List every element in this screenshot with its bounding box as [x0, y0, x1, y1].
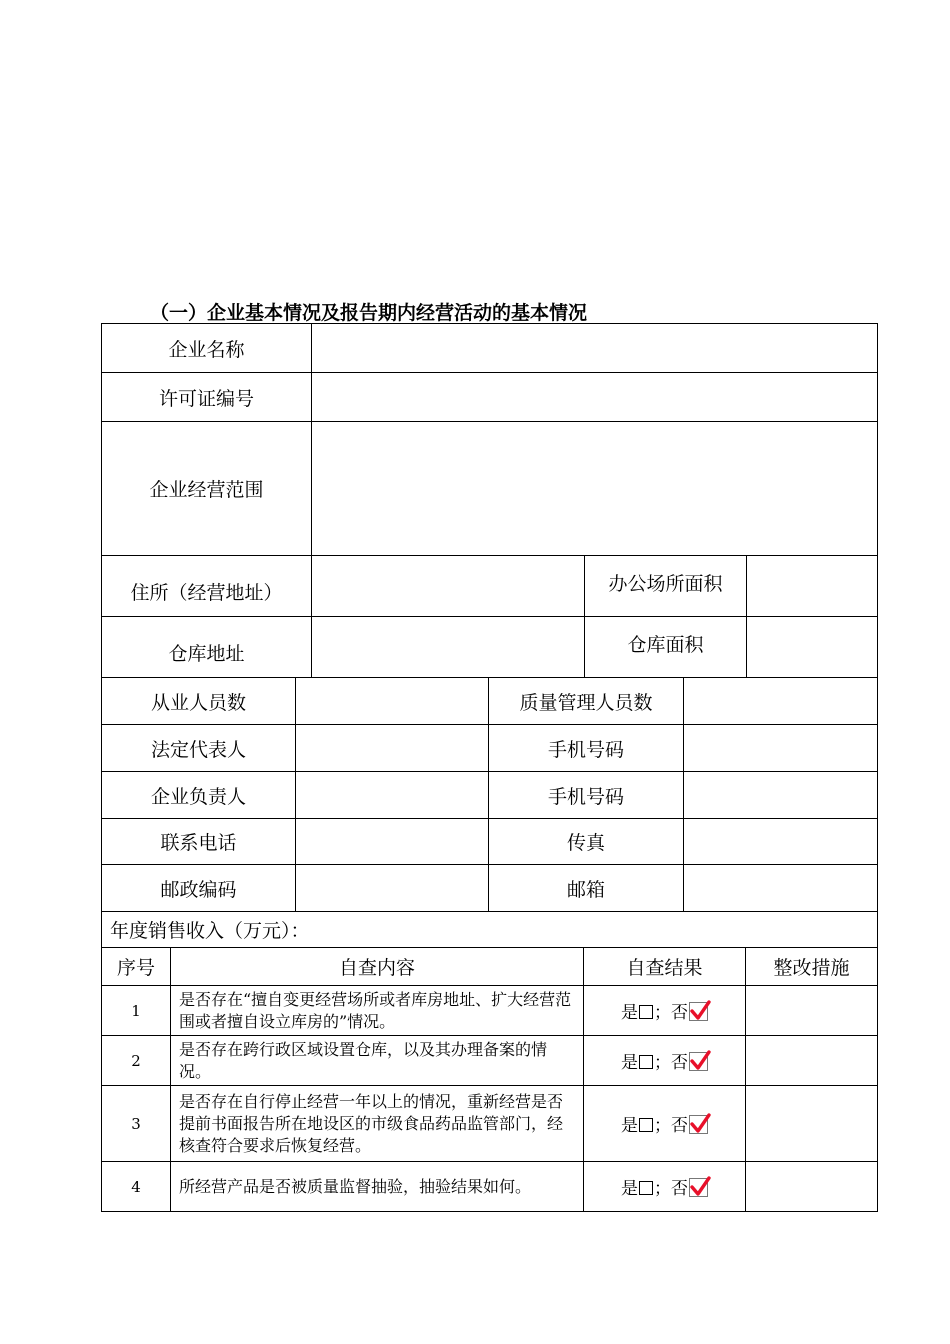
company-name-label: 企业名称: [102, 324, 312, 373]
no-label: ；否: [654, 1053, 688, 1073]
postcode-field[interactable]: [296, 865, 489, 912]
header-no: 序号: [102, 948, 171, 986]
warehouse-area-label: 仓库面积: [585, 617, 747, 678]
basic-info-table: [101, 323, 878, 678]
legal-rep-field[interactable]: [296, 725, 489, 772]
header-measures: 整改措施: [746, 948, 878, 986]
phone-field[interactable]: [296, 819, 489, 865]
manager-field[interactable]: [296, 772, 489, 819]
qa-staff-label: 质量管理人员数: [489, 678, 684, 725]
employees-label: 从业人员数: [102, 678, 296, 725]
row-number: 3: [102, 1086, 171, 1162]
yes-checkbox[interactable]: [639, 1055, 653, 1069]
table-row: [102, 1162, 878, 1212]
address-field[interactable]: [312, 556, 585, 617]
row-measures[interactable]: [746, 1162, 878, 1212]
office-area-label: 办公场所面积: [585, 556, 747, 617]
scope-label: 企业经营范围: [102, 422, 312, 556]
row-number: 4: [102, 1162, 171, 1212]
postcode-label: 邮政编码: [102, 865, 296, 912]
warehouse-area-field[interactable]: [747, 617, 878, 678]
no-label: ；否: [654, 1003, 688, 1023]
section-heading: （一）企业基本情况及报告期内经营活动的基本情况: [150, 302, 588, 324]
email-field[interactable]: [684, 865, 878, 912]
row-result: [584, 1036, 746, 1086]
no-label: ；否: [654, 1179, 688, 1199]
row-number: 1: [102, 986, 171, 1036]
table-row: [102, 1086, 878, 1162]
row-content: 是否存在“擅自变更经营场所或者库房地址、扩大经营范围或者擅自设立库房的”情况。: [171, 986, 584, 1036]
checkmark-icon: [689, 1176, 711, 1198]
yes-label: 是: [621, 1179, 638, 1199]
warehouse-address-label: 仓库地址: [102, 617, 312, 678]
row-result: [584, 1162, 746, 1212]
warehouse-address-field[interactable]: [312, 617, 585, 678]
checkmark-icon: [689, 1000, 711, 1022]
fax-label: 传真: [489, 819, 684, 865]
row-content: 是否存在自行停止经营一年以上的情况，重新经营是否提前书面报告所在地设区的市级食品药品监管部门，经核查符合要求后恢复经营。: [171, 1086, 584, 1162]
no-checkbox-checked[interactable]: [689, 1052, 708, 1071]
annual-sales-row[interactable]: 年度销售收入（万元）：: [102, 912, 878, 948]
row-number: 2: [102, 1036, 171, 1086]
header-content: 自查内容: [171, 948, 584, 986]
row-content: 所经营产品是否被质量监督抽验，抽验结果如何。: [171, 1162, 584, 1212]
manager-label: 企业负责人: [102, 772, 296, 819]
row-content: 是否存在跨行政区域设置仓库，以及其办理备案的情况。: [171, 1036, 584, 1086]
checkmark-icon: [689, 1113, 711, 1135]
yes-label: 是: [621, 1116, 638, 1136]
yes-checkbox[interactable]: [639, 1118, 653, 1132]
fax-field[interactable]: [684, 819, 878, 865]
mobile2-field[interactable]: [684, 772, 878, 819]
report-table: [101, 323, 877, 1212]
office-area-field[interactable]: [747, 556, 878, 617]
mobile2-label: 手机号码: [489, 772, 684, 819]
employees-field[interactable]: [296, 678, 489, 725]
phone-label: 联系电话: [102, 819, 296, 865]
self-check-table: [101, 911, 878, 1212]
email-label: 邮箱: [489, 865, 684, 912]
legal-rep-label: 法定代表人: [102, 725, 296, 772]
yes-checkbox[interactable]: [639, 1181, 653, 1195]
license-no-field[interactable]: [312, 373, 878, 422]
mobile1-label: 手机号码: [489, 725, 684, 772]
header-result: 自查结果: [584, 948, 746, 986]
no-checkbox-checked[interactable]: [689, 1115, 708, 1134]
scope-field[interactable]: [312, 422, 878, 556]
mobile1-field[interactable]: [684, 725, 878, 772]
row-result: [584, 986, 746, 1036]
row-measures[interactable]: [746, 1036, 878, 1086]
row-measures[interactable]: [746, 986, 878, 1036]
yes-label: 是: [621, 1053, 638, 1073]
yes-checkbox[interactable]: [639, 1005, 653, 1019]
contact-table: [101, 677, 878, 912]
company-name-field[interactable]: [312, 324, 878, 373]
table-row: [102, 986, 878, 1036]
row-measures[interactable]: [746, 1086, 878, 1162]
yes-label: 是: [621, 1003, 638, 1023]
license-no-label: 许可证编号: [102, 373, 312, 422]
no-checkbox-checked[interactable]: [689, 1178, 708, 1197]
qa-staff-field[interactable]: [684, 678, 878, 725]
table-row: [102, 1036, 878, 1086]
no-checkbox-checked[interactable]: [689, 1002, 708, 1021]
no-label: ；否: [654, 1116, 688, 1136]
address-label: 住所（经营地址）: [102, 556, 312, 617]
checkmark-icon: [689, 1050, 711, 1072]
row-result: [584, 1086, 746, 1162]
